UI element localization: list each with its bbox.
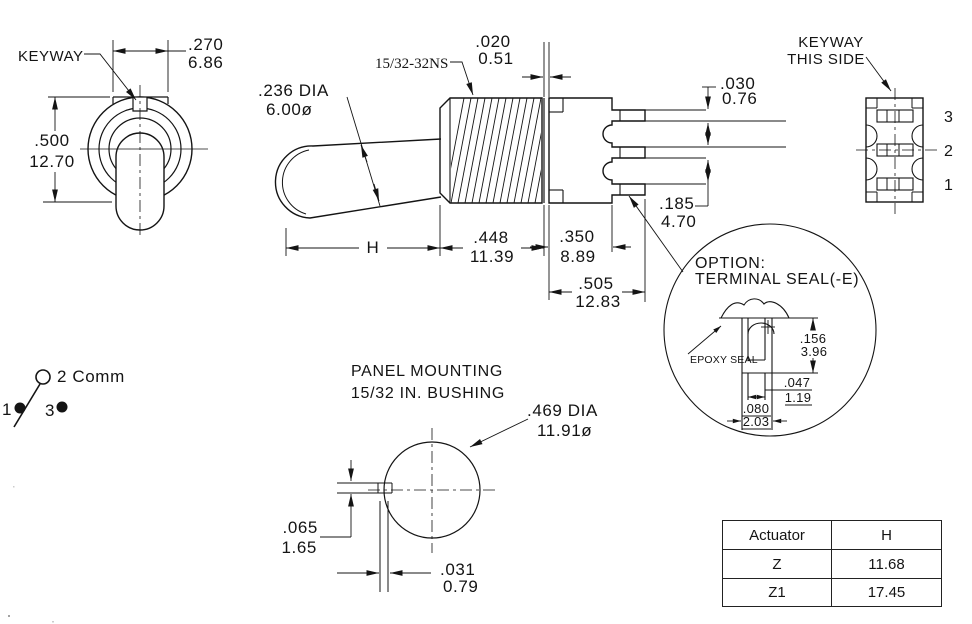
actuator-table-header-actuator: Actuator xyxy=(749,526,805,544)
dim-washer-mm: 0.51 xyxy=(478,49,514,68)
panel-mounting-view xyxy=(320,419,528,592)
panel-title-1: PANEL MOUNTING xyxy=(350,363,504,380)
dim-key-height-mm: 1.65 xyxy=(281,538,317,557)
dim-keyway-width-mm: 6.86 xyxy=(188,53,224,72)
dim-terminal-pitch-mm: 4.70 xyxy=(661,212,697,231)
dim-front-height-mm: 12.70 xyxy=(29,152,75,171)
epoxy-blob xyxy=(721,299,789,318)
dim-overall-mm: 12.83 xyxy=(575,292,621,311)
dim-seal-depth-mm: 3.96 xyxy=(800,344,828,359)
thread-spec-label: 15/32-32NS xyxy=(375,56,449,72)
hole-dia-leader xyxy=(470,419,528,447)
dim-body-len-mm: 8.89 xyxy=(560,247,596,266)
actuator-table-row-z1-value: 17.45 xyxy=(831,578,941,606)
actuator-table-header-h: H xyxy=(831,521,941,549)
dim-washer-in: .020 xyxy=(475,32,511,51)
schematic-terminal-3-dot xyxy=(57,402,68,413)
scan-speck xyxy=(52,621,54,623)
actuator-table xyxy=(722,520,942,607)
seal-option-title-1: OPTION: xyxy=(695,255,766,272)
rear-terminal-1-label: 1 xyxy=(944,177,954,194)
dim-key-width-in: .031 xyxy=(440,560,476,579)
dim-bushing-len-in: .448 xyxy=(473,228,509,247)
schematic-comm-label: 2 Comm xyxy=(57,367,125,386)
dim-hole-dia-in: .469 DIA xyxy=(527,401,598,420)
dim-front-height-in: .500 xyxy=(34,131,70,150)
dim-term-width-mm: 1.19 xyxy=(784,390,812,405)
front-keyway-label: KEYWAY xyxy=(18,48,84,65)
bushing-threads xyxy=(444,98,555,203)
scan-speck xyxy=(8,615,10,617)
dim-seal-width-mm: 2.03 xyxy=(742,414,770,429)
side-toggle-lever xyxy=(275,139,441,218)
dim-key-width-mm: 0.79 xyxy=(443,577,479,596)
switch-body xyxy=(549,98,645,203)
rear-keyway-label-2: THIS SIDE xyxy=(787,51,865,68)
dim-keyway-width-in: .270 xyxy=(188,35,224,54)
dim-overall-in: .505 xyxy=(578,274,614,293)
dim-terminal-thk-mm: 0.76 xyxy=(722,89,758,108)
actuator-table-row-z: Z xyxy=(723,549,831,578)
rear-keyway-label-1: KEYWAY xyxy=(798,34,864,51)
dim-lever-dia-in: .236 DIA xyxy=(258,81,329,100)
actuator-table-row-z1: Z1 xyxy=(723,578,831,606)
dim-lever-length-label: H xyxy=(366,238,380,257)
rear-terminal-2-label: 2 xyxy=(944,143,954,160)
dim-terminal-thk-in: .030 xyxy=(720,74,756,93)
scan-speck xyxy=(13,486,15,488)
rear-terminal-3-label: 3 xyxy=(944,109,954,126)
dim-seal-width-in: .080 xyxy=(742,401,770,416)
schematic-terminal-1-dot xyxy=(15,403,26,414)
dim-seal-depth-in: .156 xyxy=(799,331,827,346)
dim-bushing-len-mm: 11.39 xyxy=(469,247,515,266)
rear-keyway-leader xyxy=(866,57,891,91)
schematic-comm-terminal xyxy=(36,370,50,384)
schematic-label-3: 3 xyxy=(45,401,56,420)
schematic-label-1: 1 xyxy=(2,400,13,419)
keyway-leader-line xyxy=(84,54,136,100)
epoxy-seal-leader xyxy=(688,326,721,354)
rear-view xyxy=(856,57,938,214)
seal-option-title-2: TERMINAL SEAL(-E) xyxy=(695,271,860,288)
dim-hole-dia-mm: 11.91ø xyxy=(537,421,593,440)
threaded-bushing xyxy=(440,98,542,203)
dim-terminal-pitch-in: .185 xyxy=(659,194,695,213)
dim-lever-dia-mm: 6.00ø xyxy=(266,100,313,119)
dim-term-width-in: .047 xyxy=(783,375,811,390)
actuator-table-row-z-value: 11.68 xyxy=(831,549,941,578)
panel-title-2: 15/32 IN. BUSHING xyxy=(350,385,506,402)
epoxy-seal-label: EPOXY SEAL xyxy=(690,354,758,366)
dim-key-height-in: .065 xyxy=(282,518,318,537)
dim-body-len-in: .350 xyxy=(559,227,595,246)
